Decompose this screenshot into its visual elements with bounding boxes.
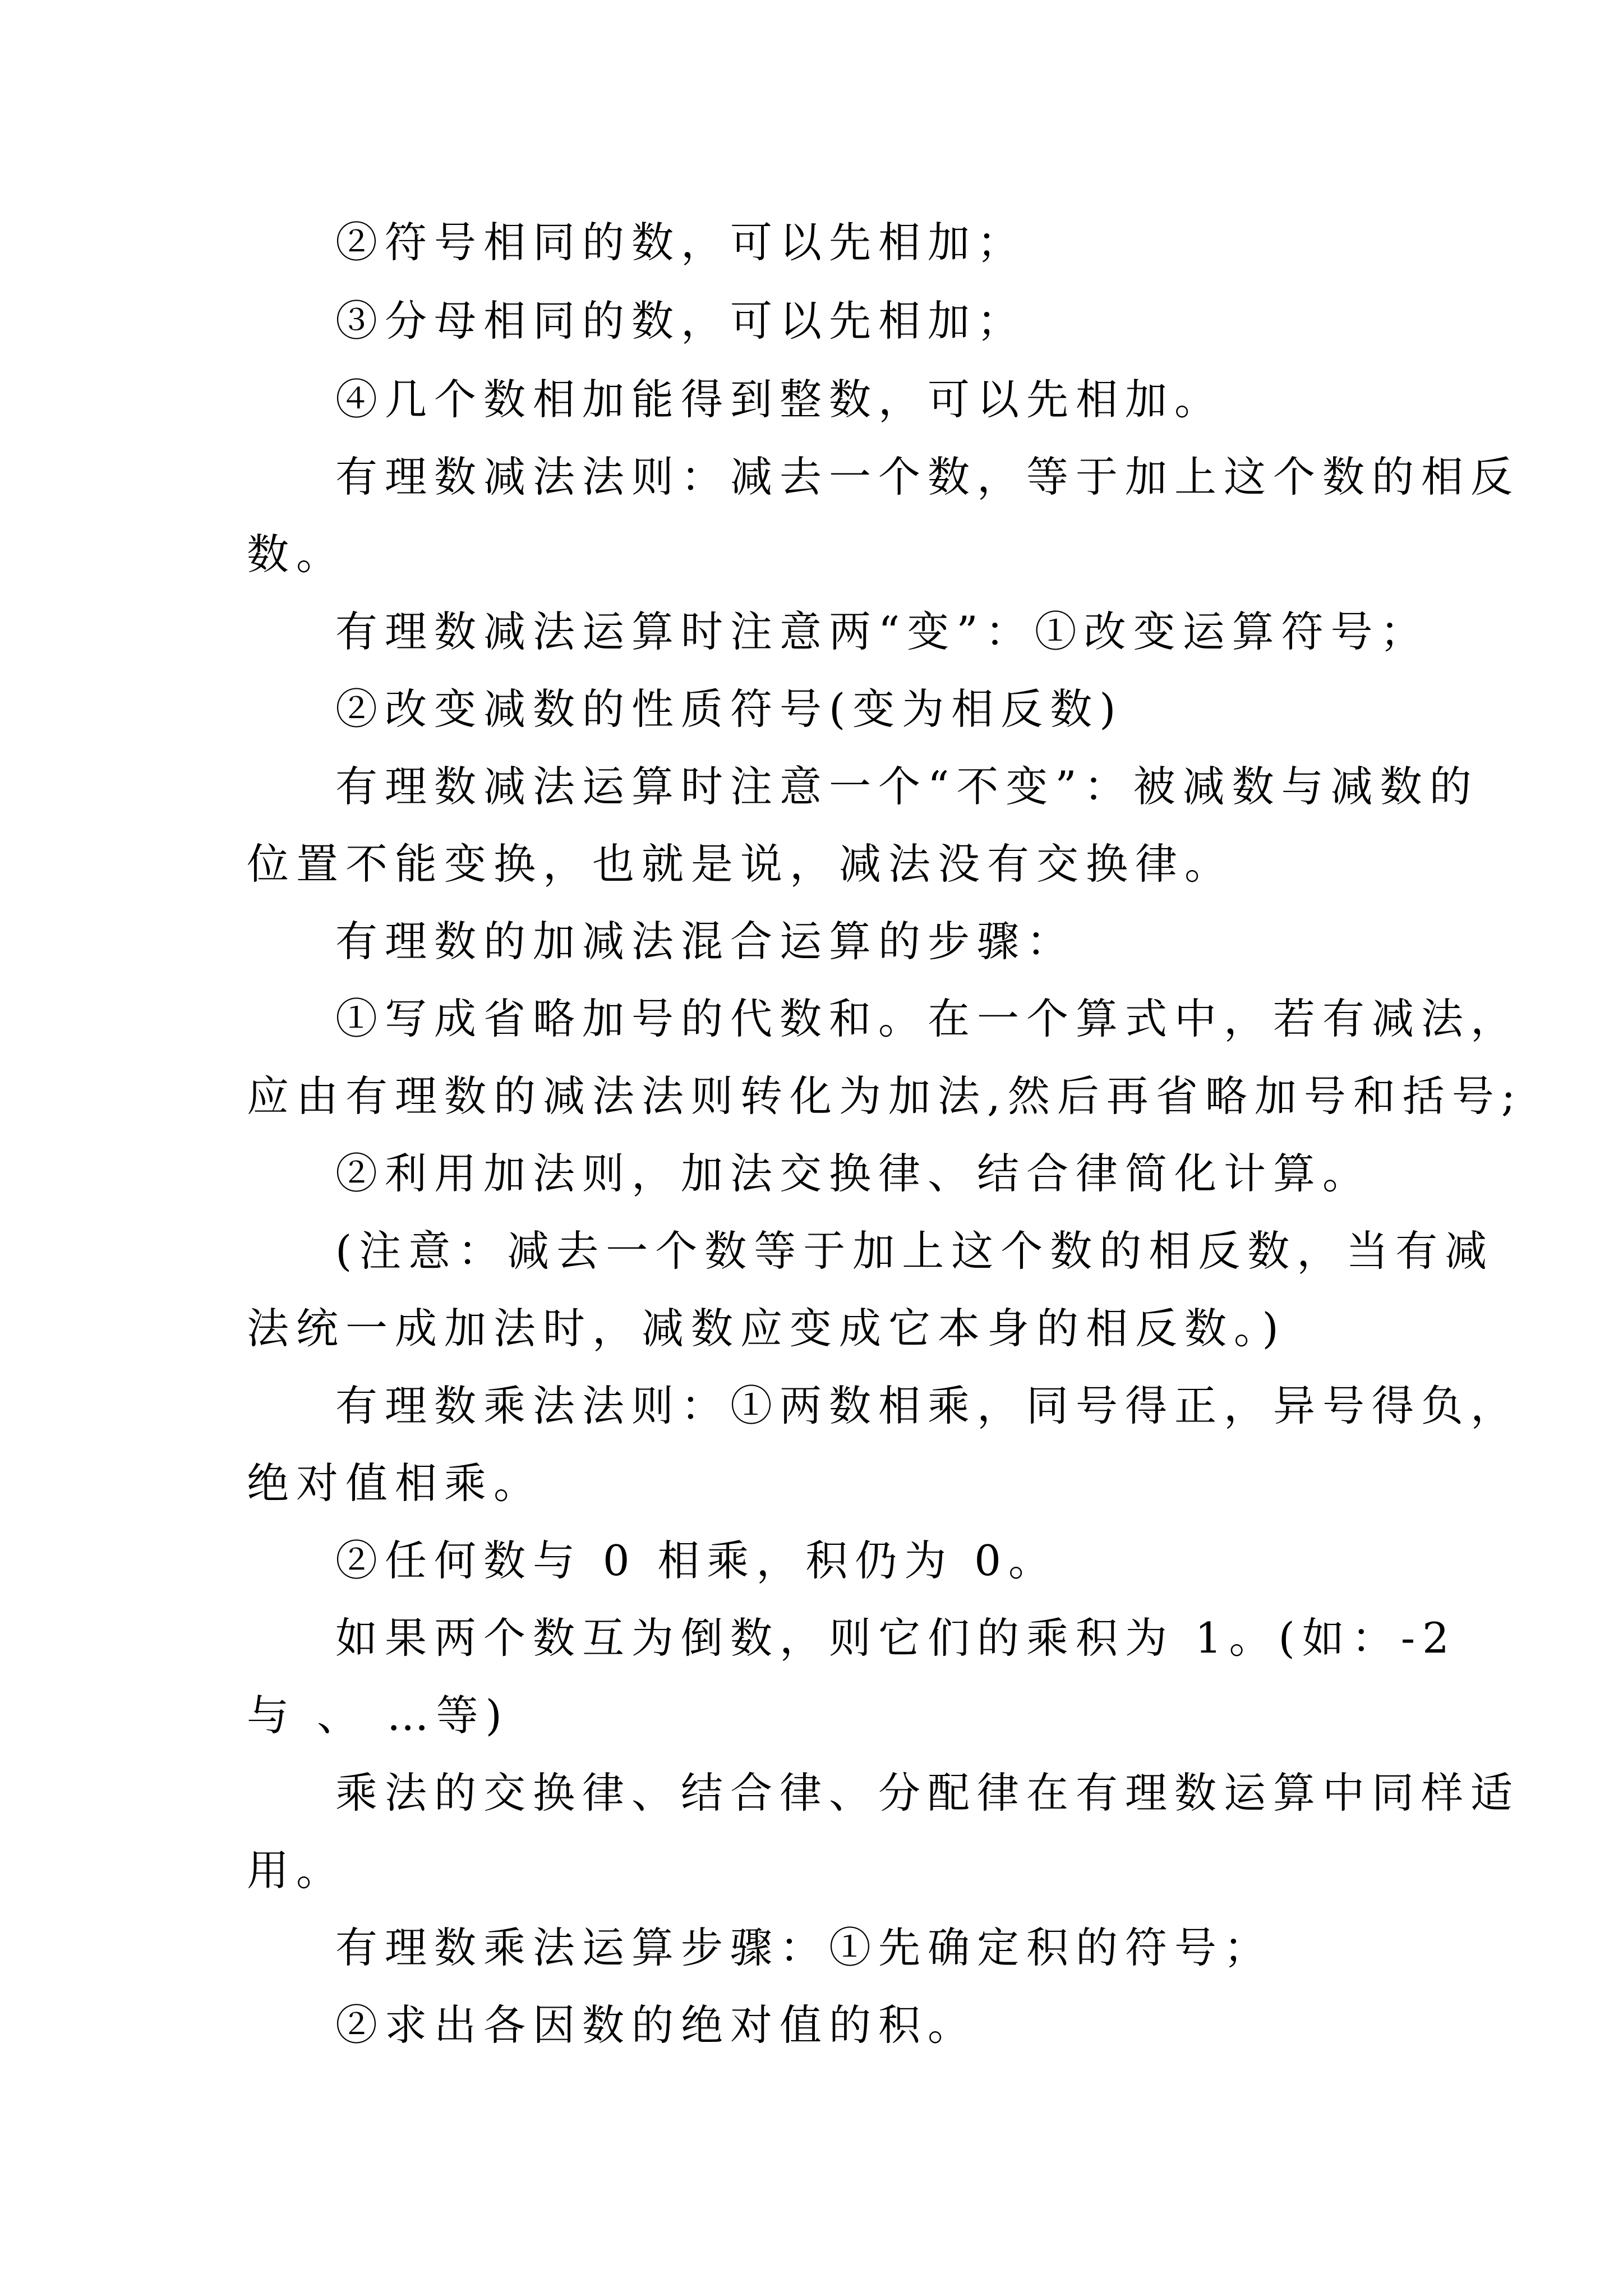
text-line: 有理数减法法则：减去一个数，等于加上这个数的相反 (335, 452, 1520, 501)
text-line: 乘法的交换律、结合律、分配律在有理数运算中同样适 (335, 1768, 1520, 1818)
text-line: 应由有理数的减法法则转化为加法,然后再省略加号和括号; (247, 1071, 1523, 1121)
text-line: ④几个数相加能得到整数，可以先相加。 (335, 375, 1224, 424)
text-line: 有理数的加减法混合运算的步骤： (335, 917, 1076, 966)
text-line: 数。 (247, 530, 346, 579)
text-line: 法统一成加法时，减数应变成它本身的相反数。) (247, 1304, 1286, 1353)
text-line: ②改变减数的性质符号(变为相反数) (335, 684, 1123, 734)
text-line: 有理数乘法法则：①两数相乘，同号得正，异号得负， (335, 1381, 1520, 1430)
text-line: 位置不能变换，也就是说，减法没有交换律。 (247, 839, 1234, 889)
text-line: ②符号相同的数，可以先相加； (335, 218, 1027, 267)
text-line: ②任何数与 0 相乘，积仍为 0。 (335, 1536, 1058, 1585)
text-line: 用。 (247, 1846, 346, 1895)
text-line: 如果两个数互为倒数，则它们的乘积为 1。(如：-2 (335, 1613, 1456, 1663)
text-line: ③分母相同的数，可以先相加； (335, 296, 1027, 346)
text-line: 有理数减法运算时注意一个“不变”：被减数与减数的 (335, 762, 1479, 811)
text-line: 绝对值相乘。 (247, 1458, 543, 1508)
text-line: (注意：减去一个数等于加上这个数的相反数，当有减 (335, 1226, 1495, 1276)
text-line: 有理数减法运算时注意两“变”：①改变运算符号； (335, 607, 1430, 656)
text-line: ②利用加法则，加法交换律、结合律简化计算。 (335, 1149, 1372, 1198)
text-line: 与 、 …等) (247, 1691, 509, 1740)
text-line: ②求出各因数的绝对值的积。 (335, 2000, 978, 2050)
text-line: ①写成省略加号的代数和。在一个算式中，若有减法， (335, 994, 1520, 1043)
text-line: 有理数乘法运算步骤：①先确定积的符号； (335, 1923, 1274, 1972)
